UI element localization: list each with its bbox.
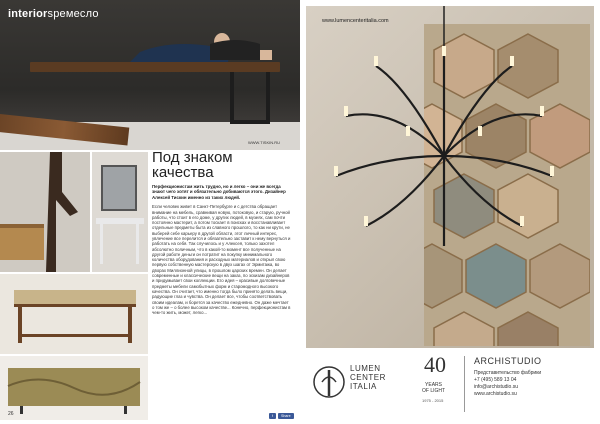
footer-divider — [464, 356, 465, 412]
brand-thin: sремесло — [47, 8, 99, 20]
photo-stone-table — [0, 274, 148, 354]
anniversary-line-1: YEARS — [425, 382, 442, 388]
partner-info — [474, 370, 541, 398]
table-top — [30, 62, 280, 72]
partner-site[interactable]: www.archistudio.su — [474, 391, 517, 397]
article — [150, 150, 292, 315]
anniversary-label — [422, 382, 445, 394]
hero-photo — [0, 0, 300, 150]
magazine-brand — [8, 8, 99, 20]
advert-footer — [306, 350, 594, 418]
partner-email[interactable]: info@archistudio.su — [474, 384, 518, 390]
lumen-name — [350, 364, 386, 391]
lumen-name-line-1: LUMEN — [350, 364, 381, 373]
facebook-icon[interactable]: f — [269, 413, 276, 419]
photo-mirror-console — [92, 152, 148, 272]
photo-sideboard — [0, 356, 148, 420]
right-page-advert — [300, 0, 600, 424]
anniversary-years: 1975 - 2015 — [422, 398, 444, 403]
lumen-name-line-3: ITALIA — [350, 382, 377, 391]
designer-figure — [110, 22, 280, 62]
partner-tagline: Представительство фабрики — [474, 370, 542, 376]
article-title — [152, 150, 292, 180]
article-body: Если человек живет в Санкт-Петербурге и с детства обращает внимание на мебель, сравнивая новую, потоковую, и старую, ручной работы, что стоит в его доме, у других людей, в музеях, сам почти постоянно мастерит, а потом тоскает в поисках и восстанавливает отдельные предметы быта из славного прошлого, то как ни крути, не выберей себе карьеру в другой области, этот личный интерес, увлечение все перелится и обязательно заставит к нему вернуться и работать на себя. Так случилось и у Алексея, только захотел абсолютно поличным, что в какой-то момент все полученные на другой работе деньги он потратит на покупку минимального количества оборудования и расходных материалов и открыл свою первую собственную мастерскую в двух шагах от Эрмитажа, во дворах Миллионной улицы, в прошлом царских времен. Он делает современные и классические вещи на заказ, по эскизам дизайнеров и придумывает свои коллекции. Его идея – красивые долговечные предметы мебели самобытных форм и старомодного высокого качества. Он считает, что именно тогда было принято делать вещи, радующие глаз и чувства. Он делает все, чтобы соответствовать своим идеалам, и борется за качество ежедневно. Он даже мечтает о том же – о более высоком качестве... Конечно, перфекционистам в чем-то жить, может, легко... — [152, 204, 291, 316]
chandelier-photo — [306, 6, 594, 348]
partner-name: ARCHISTUDIO — [474, 356, 542, 366]
lumen-name-line-2: CENTER — [350, 373, 386, 382]
page-number: 26 — [8, 411, 14, 417]
lumen-logo-icon — [312, 356, 346, 408]
share-button[interactable]: Share — [278, 413, 294, 419]
photo-cabinet-detail — [0, 152, 90, 272]
title-line-2: качества — [152, 164, 214, 181]
anniversary-number: 40 — [424, 352, 446, 377]
anniversary-line-2: OF LIGHT — [422, 388, 446, 394]
chandelier — [306, 6, 594, 348]
designer-website[interactable]: WWW.TISKIN.RU — [248, 140, 280, 145]
share-bar — [269, 413, 294, 419]
title-line-1: Под знаком — [152, 149, 233, 166]
article-lead: Перфекционистам жить трудно, но и легко – они же всегда знают чего хотят и обязательно добиваются этого. Дизайнер Алексей Тискин именно из таких людей. — [152, 184, 286, 200]
table-leg — [230, 72, 270, 124]
advertiser-url[interactable]: www.lumencenteritalia.com — [322, 18, 389, 24]
partner-phone[interactable]: +7 (495) 589 13 04 — [474, 377, 517, 383]
brand-bold: interior — [8, 8, 48, 20]
